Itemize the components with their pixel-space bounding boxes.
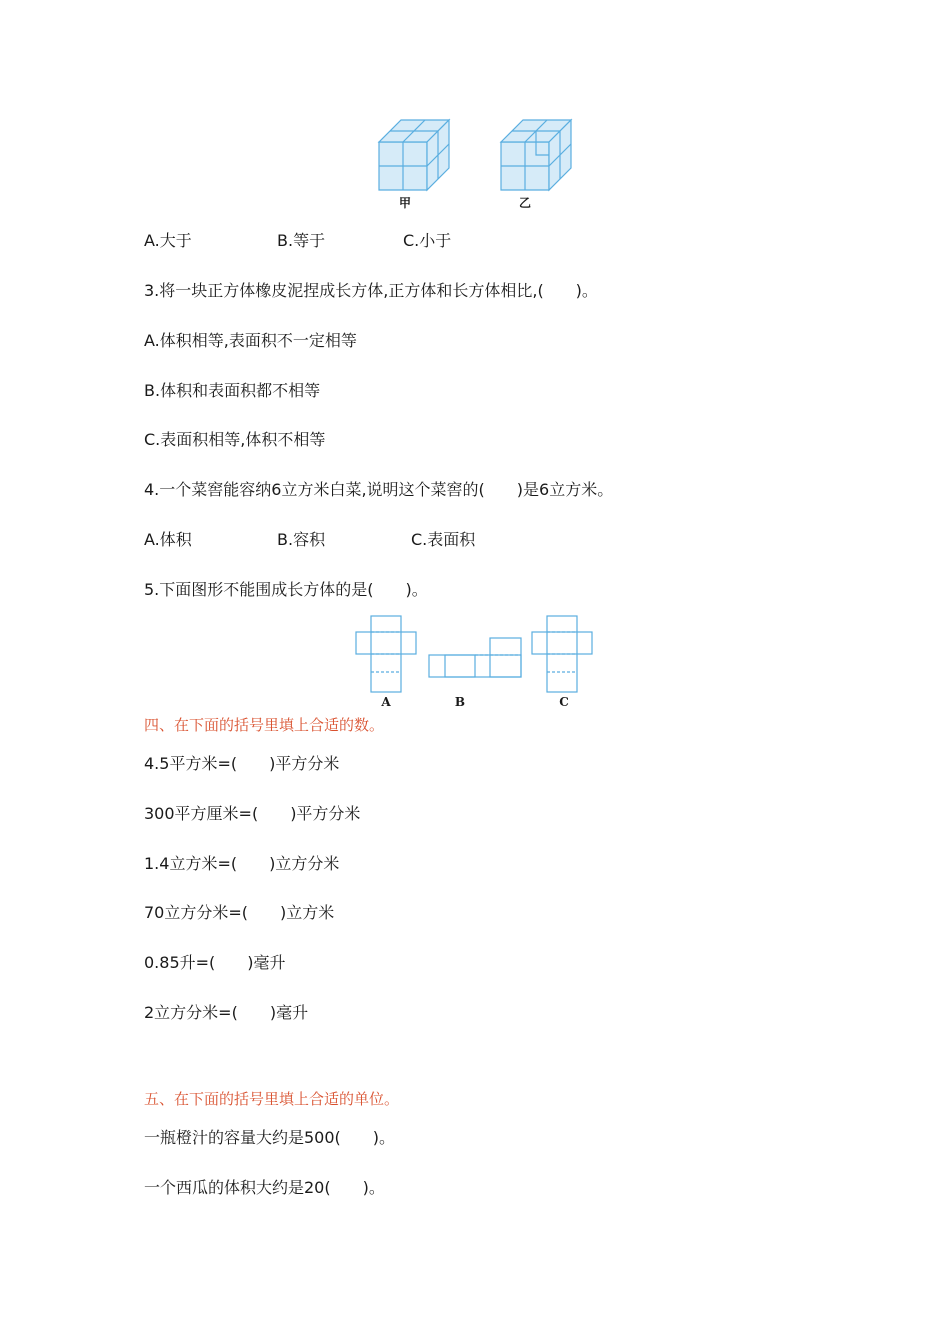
section4-item: 1.4立方米=( )立方分米 xyxy=(144,854,340,873)
figure-label-yi: 乙 xyxy=(518,196,531,210)
cube-stacks-figure xyxy=(370,112,580,198)
cube-stack-yi xyxy=(501,120,571,190)
q4-option-b: B.容积 xyxy=(277,530,326,549)
q2-option-b: B.等于 xyxy=(277,231,326,250)
q3-option-c: C.表面积相等,体积不相等 xyxy=(144,430,326,449)
q4-option-a: A.体积 xyxy=(144,530,192,549)
section4-item: 4.5平方米=( )平方分米 xyxy=(144,754,340,773)
net-c xyxy=(532,616,592,692)
net-a xyxy=(356,616,416,692)
q4-option-c: C.表面积 xyxy=(411,530,476,549)
q4-question: 4.一个菜窖能容纳6立方米白菜,说明这个菜窖的( )是6立方米。 xyxy=(144,480,614,499)
cuboid-nets-figure xyxy=(350,612,605,696)
q3-option-b: B.体积和表面积都不相等 xyxy=(144,381,321,400)
q3-option-a: A.体积相等,表面积不一定相等 xyxy=(144,331,357,350)
q2-option-a: A.大于 xyxy=(144,231,192,250)
section5-item: 一个西瓜的体积大约是20( )。 xyxy=(144,1178,385,1197)
figure-label-jia: 甲 xyxy=(398,196,411,210)
section4-item: 0.85升=( )毫升 xyxy=(144,953,286,972)
section4-item: 300平方厘米=( )平方分米 xyxy=(144,804,361,823)
net-label-c: C xyxy=(559,695,569,709)
net-label-b: B xyxy=(454,695,466,709)
q2-option-c: C.小于 xyxy=(403,231,452,250)
section4-item: 2立方分米=( )毫升 xyxy=(144,1003,309,1022)
net-b xyxy=(429,638,521,677)
section5-title: 五、在下面的括号里填上合适的单位。 xyxy=(144,1090,400,1108)
net-label-a: A xyxy=(381,695,391,709)
q3-question: 3.将一块正方体橡皮泥捏成长方体,正方体和长方体相比,( )。 xyxy=(144,281,598,300)
cube-stack-jia xyxy=(379,120,449,190)
section5-item: 一瓶橙汁的容量大约是500( )。 xyxy=(144,1128,396,1147)
q5-question: 5.下面图形不能围成长方体的是( )。 xyxy=(144,580,428,599)
section4-title: 四、在下面的括号里填上合适的数。 xyxy=(144,716,385,734)
section4-item: 70立方分米=( )立方米 xyxy=(144,903,335,922)
